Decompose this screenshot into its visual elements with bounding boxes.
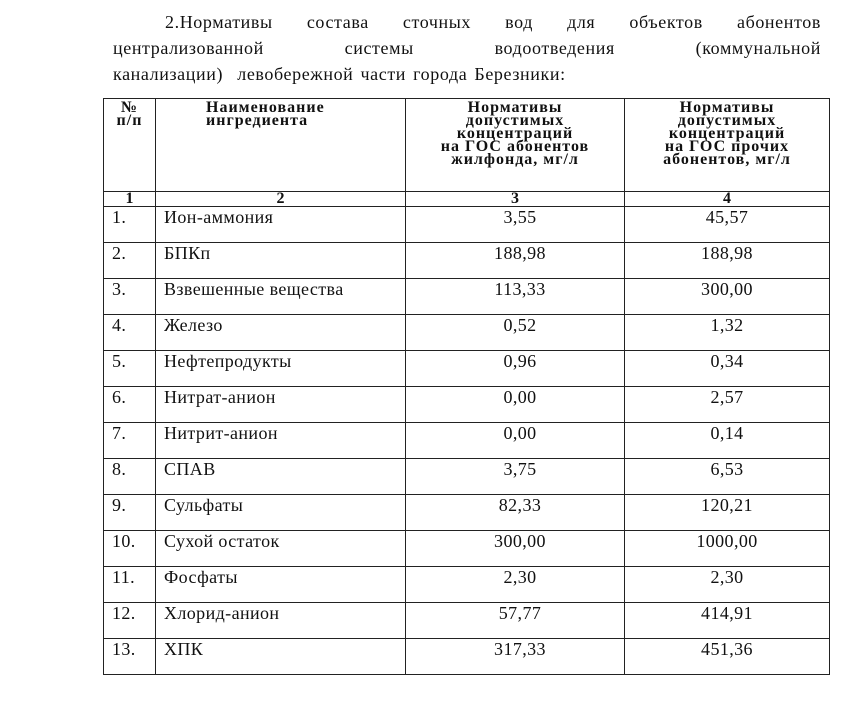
heading-word: абонентов bbox=[736, 12, 821, 32]
table-row bbox=[104, 423, 830, 459]
heading-word: 2.Нормативы bbox=[165, 12, 273, 32]
row-number: 7. bbox=[104, 423, 156, 459]
column-number: 3 bbox=[406, 192, 625, 207]
row-number: 9. bbox=[104, 495, 156, 531]
header-number: № п/п bbox=[104, 99, 156, 192]
other-norm-value: 1,32 bbox=[625, 315, 830, 351]
ingredient-name: ХПК bbox=[156, 639, 406, 675]
table-row bbox=[104, 495, 830, 531]
residential-norm-value: 0,52 bbox=[406, 315, 625, 351]
heading-word: объектов bbox=[629, 12, 703, 32]
row-number: 6. bbox=[104, 387, 156, 423]
row-number: 8. bbox=[104, 459, 156, 495]
heading-word: вод bbox=[505, 12, 533, 32]
residential-norm-value: 57,77 bbox=[406, 603, 625, 639]
residential-norm-value: 0,00 bbox=[406, 387, 625, 423]
ingredient-name: Нитрат-анион bbox=[156, 387, 406, 423]
ingredient-name: Сульфаты bbox=[156, 495, 406, 531]
table-row bbox=[104, 387, 830, 423]
heading-word: водоотведения bbox=[494, 38, 615, 58]
row-number: 3. bbox=[104, 279, 156, 315]
row-number: 1. bbox=[104, 207, 156, 243]
heading-word: централизованной bbox=[113, 38, 264, 58]
ingredient-name: БПКп bbox=[156, 243, 406, 279]
table-row bbox=[104, 243, 830, 279]
column-number: 4 bbox=[625, 192, 830, 207]
other-norm-value: 300,00 bbox=[625, 279, 830, 315]
other-norm-value: 45,57 bbox=[625, 207, 830, 243]
other-norm-value: 2,57 bbox=[625, 387, 830, 423]
table-row bbox=[104, 531, 830, 567]
ingredient-name: Нефтепродукты bbox=[156, 351, 406, 387]
residential-norm-value: 317,33 bbox=[406, 639, 625, 675]
row-number: 4. bbox=[104, 315, 156, 351]
other-norm-value: 1000,00 bbox=[625, 531, 830, 567]
ingredient-name: Сухой остаток bbox=[156, 531, 406, 567]
table-row bbox=[104, 639, 830, 675]
row-number: 12. bbox=[104, 603, 156, 639]
ingredient-name: СПАВ bbox=[156, 459, 406, 495]
ingredient-name: Фосфаты bbox=[156, 567, 406, 603]
residential-norm-value: 113,33 bbox=[406, 279, 625, 315]
heading-line-3: канализации) левобережной части города Березники: bbox=[113, 64, 566, 84]
table-row bbox=[104, 567, 830, 603]
table-row bbox=[104, 351, 830, 387]
ingredient-name: Железо bbox=[156, 315, 406, 351]
other-norm-value: 0,14 bbox=[625, 423, 830, 459]
row-number: 10. bbox=[104, 531, 156, 567]
residential-norm-value: 300,00 bbox=[406, 531, 625, 567]
residential-norm-value: 0,00 bbox=[406, 423, 625, 459]
standards-table bbox=[103, 98, 830, 675]
row-number: 2. bbox=[104, 243, 156, 279]
ingredient-name: Хлорид-анион bbox=[156, 603, 406, 639]
heading-line-1 bbox=[113, 9, 821, 35]
heading-word: состава bbox=[306, 12, 369, 32]
header-residential-norms: Нормативы допустимых концентраций на ГОС абонентов жилфонда, мг/л bbox=[406, 99, 625, 192]
heading-word: сточных bbox=[402, 12, 472, 32]
row-number: 13. bbox=[104, 639, 156, 675]
other-norm-value: 451,36 bbox=[625, 639, 830, 675]
other-norm-value: 120,21 bbox=[625, 495, 830, 531]
residential-norm-value: 3,55 bbox=[406, 207, 625, 243]
header-ingredient: Наименование ингредиента bbox=[156, 99, 406, 192]
heading-line-2 bbox=[113, 35, 821, 61]
column-number: 1 bbox=[104, 192, 156, 207]
other-norm-value: 188,98 bbox=[625, 243, 830, 279]
ingredient-name: Взвешенные вещества bbox=[156, 279, 406, 315]
row-number: 11. bbox=[104, 567, 156, 603]
document-heading bbox=[113, 9, 821, 87]
table-row bbox=[104, 315, 830, 351]
other-norm-value: 6,53 bbox=[625, 459, 830, 495]
ingredient-name: Нитрит-анион bbox=[156, 423, 406, 459]
table-header-row bbox=[104, 99, 830, 192]
column-number-row bbox=[104, 192, 830, 207]
table-row bbox=[104, 207, 830, 243]
heading-word: (коммунальной bbox=[695, 38, 821, 58]
column-number: 2 bbox=[156, 192, 406, 207]
residential-norm-value: 82,33 bbox=[406, 495, 625, 531]
other-norm-value: 414,91 bbox=[625, 603, 830, 639]
residential-norm-value: 2,30 bbox=[406, 567, 625, 603]
residential-norm-value: 0,96 bbox=[406, 351, 625, 387]
other-norm-value: 0,34 bbox=[625, 351, 830, 387]
table-row bbox=[104, 279, 830, 315]
other-norm-value: 2,30 bbox=[625, 567, 830, 603]
residential-norm-value: 3,75 bbox=[406, 459, 625, 495]
residential-norm-value: 188,98 bbox=[406, 243, 625, 279]
table-row bbox=[104, 603, 830, 639]
table-row bbox=[104, 459, 830, 495]
heading-word: для bbox=[567, 12, 596, 32]
ingredient-name: Ион-аммония bbox=[156, 207, 406, 243]
row-number: 5. bbox=[104, 351, 156, 387]
heading-word: системы bbox=[344, 38, 414, 58]
header-other-norms: Нормативы допустимых концентраций на ГОС прочих абонентов, мг/л bbox=[625, 99, 830, 192]
